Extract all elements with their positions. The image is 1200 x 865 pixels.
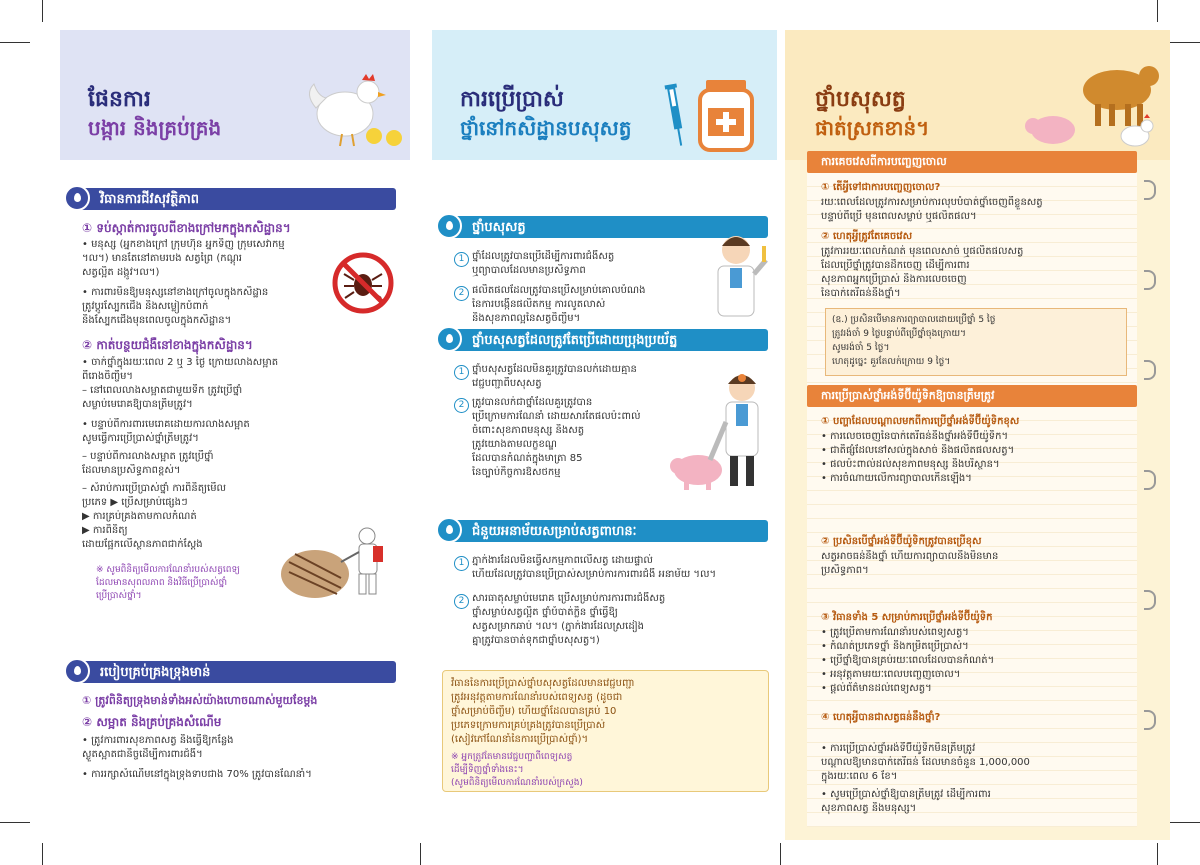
section-coop-management	[64, 658, 396, 684]
answer-text: ប្រសិទ្ធភាព។	[821, 565, 869, 576]
answer-text: • សូមប្រើប្រាស់ថ្នាំឱ្យបានត្រឹមត្រូវ ដើម្បីការពារ	[821, 789, 991, 800]
paragraph-text: ថ្នាំបសុសត្វដែលមិនគួរត្រូវបានលក់ដោយគ្មាន	[472, 364, 637, 375]
panel-withdrawal	[785, 30, 1170, 840]
section-biosecurity	[64, 185, 396, 211]
question-heading: ② ហេតុអ្វីត្រូវតែគេចវេស	[821, 231, 913, 242]
panel-subtitle: ថ្នាំនៅកសិដ្ឋានបសុសត្វ	[460, 116, 632, 140]
medicine-bottle-icon	[664, 76, 764, 156]
water-drop-icon	[436, 517, 462, 543]
subheading: ① ទប់ស្កាត់ការចូលពីខាងក្រៅមកក្នុងកសិដ្ឋាន។	[82, 221, 291, 235]
paragraph-text: គ្នាត្រូវបានចាត់ទុកជាថ្នាំបសុសត្វ។)	[472, 635, 600, 646]
section-title: ការគេចវេសពីការបញ្ចេញចោល	[821, 155, 947, 168]
note-paragraph: ថ្នាំសម្រាប់ចិញ្ចឹម) ហើយថ្នាំដែលបានគ្រប់ 10	[451, 706, 617, 717]
panel-title: ផែនការ	[88, 87, 151, 112]
section-title: ការប្រើប្រាស់ថ្នាំអង់ទីប៊ីយ៉ូទិកឱ្យបានត្រឹមត្រូវ	[821, 389, 995, 402]
question-heading: ④ ហេតុអ្វីបានជាសត្វធន់នឹងថ្នាំ?	[821, 712, 941, 723]
question-heading: ③ វិធានទាំង 5 សម្រាប់ការប្រើថ្នាំអង់ទីប៊ីយ៉ូទិក	[821, 612, 993, 623]
answer-text: សុខភាពអ្នកប្រើប្រាស់ និងការលេចចេញ	[821, 274, 967, 285]
section-title: របៀបគ្រប់គ្រងទ្រុងមាន់	[100, 665, 211, 680]
section-bar-antibiotics	[807, 385, 1137, 407]
bullet-text: សម្លាប់មេរោគឱ្យបានត្រឹមត្រូវ។	[82, 399, 193, 410]
example-text: ហេតុដូច្នេះ គួរតែលក់ក្រោយ 9 ថ្ងៃ។	[832, 357, 951, 367]
answer-text: • ផ្តល់ព័ត៌មានដល់ពេទ្យសត្វ។	[821, 683, 932, 694]
bullet-text: ស្ងួតស្អាតជានិច្ចដើម្បីការពារជំងឺ។	[82, 749, 203, 760]
panel-header	[785, 30, 1170, 160]
panel-header	[432, 30, 777, 160]
panel-title: ការប្រើប្រាស់	[460, 87, 564, 112]
bullet-text: ▶ ការគ្រប់គ្រងតាមកាលកំណត់	[82, 511, 197, 522]
binder-ring-icon	[1144, 180, 1156, 200]
note-text: (សូមពិនិត្យមើលការណែនាំរបស់ក្រសួង)	[451, 778, 583, 788]
paragraph-text: សារធាតុសម្លាប់មេរោគ ប្រើសម្រាប់ការការពារជំងឺសត្វ	[472, 593, 666, 604]
paragraph-text: និងសុខភាពល្អនៃសត្វចិញ្ចឹម។	[472, 313, 581, 324]
example-text: (ឧ.) ប្រសិនបើមានការព្យាបាលដោយប្រើថ្នាំ 5 ថ្ងៃ	[832, 315, 996, 325]
crop-mark	[780, 843, 781, 865]
section-title: ថ្នាំបសុសត្វ	[472, 220, 526, 235]
panel-drug-use: ការប្រើប្រាស់ ថ្នាំនៅកសិដ្ឋានបសុសត្វ ថ្នាំបសុសត្វ 1 ថ្នាំដែលត្រូវបានប្រើដើម្បីការពារជំងឺសត្វ ឬព្យាបាលដែលមានប្រសិទ្ធភាព 2 ផលិតផលដែលត្រូវបានប្រើសម្រាប់គោលបំណង នៃការបង្កើនផលិតកម្ម ការលូតលាស់ និងសុខភាពល្អនៃសត្វចិញ្ចឹម។ ថ្នាំបសុសត្វដែលត្រូវតែប្រើដោយប្រុងប្រយ័ត្ន 1 ថ្នាំបសុសត្វដែលមិនគួរត្រូវបានលក់ដោយគ្មាន វេជ្ជបញ្ជាពីបសុសត្វ 2 ត្រូវបានលក់ជាថ្នាំដែលគួរត្រូវបាន ប្រើក្រោមការណែនាំ ដោយសារតែផលប៉ះពាល់ ចំពោះសុខភាពមនុស្ស និងសត្វ ត្រូវយោងតាមលក្ខខណ្ឌ ដែលបានកំណត់ក្នុងមាត្រា 85 នៃច្បាប់កិច្ចការឱសថកម្ម ជំនួយអនាម័យសម្រាប់សត្វពាហនៈ 1 ភ្នាក់ងារដែលមិនធ្វើសកម្មភាពលើសត្វ ដោយផ្ទាល់ ហើយដែលត្រូវបានប្រើប្រាស់សម្រាប់ការការពារជំងឺ អនាម័យ ។ល។ 2 សារធាតុសម្លាប់មេរោគ ប្រើសម្រាប់ការការពារជំងឺសត្វ ថ្នាំសម្លាប់សត្វល្អិត ថ្នាំបំបាត់ក្លិន ថ្នាំធ្វើឱ្យ សត្វសម្រាកឆាប់ ។ល។ (ភ្នាក់ងារដែលស្រដៀង គ្នាត្រូវបានចាត់ទុកជាថ្នាំបសុសត្វ។) វិធាននៃការប្រើប្រាស់ថ្នាំបសុសត្វដែលមានវេជ្ជបញ្ជា ត្រូវអនុវត្តតាមការណែនាំរបស់ពេទ្យសត្វ (ដូចជា ថ្នាំសម្រាប់ចិញ្ចឹម) ហើយថ្នាំដែលបានគ្រប់ 10 ប្រភេទក្រោមការគ្រប់គ្រងត្រូវបានប្រើប្រាស់ (សៀវភៅណែនាំនៃការប្រើប្រាស់ថ្នាំ)។ ※ អ្នកត្រូវតែមានវេជ្ជបញ្ជាពីពេទ្យសត្វ ដើម្បីទិញថ្នាំទាំងនេះ។ (សូមពិនិត្យមើលការណែនាំរបស់ក្រសួង)	[432, 30, 777, 840]
bullet-text: – បន្ទាប់ពីការលាងសម្អាត ត្រូវប្រើថ្នាំ	[82, 451, 214, 462]
water-drop-icon	[436, 213, 462, 239]
section-bar-withdrawal	[807, 151, 1137, 173]
paragraph-text: ដែលបានកំណត់ក្នុងមាត្រា 85	[472, 453, 583, 464]
bullet-text: – សំរាប់ការប្រើប្រាស់ថ្នាំ ការពិនិត្យមើល	[82, 483, 227, 494]
question-heading: ① តើអ្វីទៅជាការបញ្ចេញចោល?	[821, 182, 941, 193]
bullet-text: • បន្ទាប់ពីការពារមេរោគដោយការលាងសម្អាត	[82, 419, 250, 430]
binder-ring-icon	[1144, 360, 1156, 380]
answer-text: • ជាតិផ្សំដែលនៅសល់ក្នុងសាច់ និងផលិតផលសត្វ។	[821, 445, 1015, 456]
answer-text: • ការប្រើប្រាស់ថ្នាំអង់ទីប៊ីយ៉ូទិកមិនត្រឹមត្រូវ	[821, 743, 976, 754]
bullet-text: សត្វល្អិត ដង្កូវ។ល។)	[82, 267, 160, 278]
paragraph-text: នៃការបង្កើនផលិតកម្ម ការលូតលាស់	[472, 299, 606, 310]
paragraph-text: ប្រើក្រោមការណែនាំ ដោយសារតែផលប៉ះពាល់	[472, 411, 641, 422]
note-text: ដើម្បីទិញថ្នាំទាំងនេះ។	[451, 765, 524, 775]
crop-mark	[1170, 42, 1200, 43]
answer-text: សុខភាពសត្វ និងមនុស្ស។	[821, 803, 917, 814]
crop-mark	[0, 42, 30, 43]
bullet-text: • ការពារមិនឱ្យមនុស្សនៅខាងក្រៅចូលក្នុងកសិដ្ឋាន	[82, 287, 269, 298]
answer-text: ដែលប្រើថ្នាំត្រូវបានដឹកចេញ ដើម្បីការពារ	[821, 260, 970, 271]
panel-subtitle: ផាត់ស្រកខាន់។	[815, 116, 930, 140]
subheading: ① ត្រូវពិនិត្យទ្រុងមាន់ទាំងអស់យ៉ាងហោចណាស់មួយខែម្តង	[82, 694, 318, 707]
crop-mark	[1170, 822, 1200, 823]
binder-ring-icon	[1144, 590, 1156, 610]
answer-text: • អនុវត្តតាមរយៈពេលបញ្ចេញចោល។	[821, 669, 961, 680]
paragraph-text: ថ្នាំសម្លាប់សត្វល្អិត ថ្នាំបំបាត់ក្លិន ថ្នាំធ្វើឱ្យ	[472, 607, 618, 618]
panel-title: ថ្នាំបសុសត្វ	[815, 87, 906, 112]
note-text: ※ អ្នកត្រូវតែមានវេជ្ជបញ្ជាពីពេទ្យសត្វ	[451, 752, 573, 762]
bullet-text: ដោយផ្អែកលើស្ថានភាពជាក់ស្តែង	[82, 539, 203, 550]
paragraph-text: វេជ្ជបញ្ជាពីបសុសត្វ	[472, 378, 542, 389]
answer-text: ក្នុងរយៈពេល 6 ខែ។	[821, 771, 898, 782]
section-hygiene-aids	[436, 517, 768, 543]
chicken-icon	[300, 64, 405, 154]
example-text: សូមរង់ចាំ 5 ថ្ងៃ។	[832, 343, 890, 353]
vet-with-pig-icon	[670, 370, 775, 495]
binder-ring-icon	[1144, 710, 1156, 730]
answer-text: • ប្រើថ្នាំឱ្យបានគ្រប់រយៈពេលដែលបានកំណត់។	[821, 655, 995, 666]
crop-mark	[42, 0, 43, 22]
bullet-text: ត្រូវប្តូរស្បែកជើង និងសម្លៀកបំពាក់	[82, 301, 209, 312]
bullet-text: ដែលមានប្រសិទ្ធភាពខ្ពស់។	[82, 465, 181, 476]
bullet-text: • មនុស្ស (អ្នកខាងក្រៅ ក្រុមហ៊ុន អ្នកទិញ ក្រុមសេវាកម្ម	[82, 239, 285, 250]
prescription-note-box	[442, 670, 769, 792]
question-heading: ② ប្រសិនបើថ្នាំអង់ទីប៊ីយ៉ូទិកត្រូវបានប្រើខុស	[821, 536, 982, 547]
binder-ring-icon	[1144, 470, 1156, 490]
paragraph-text: ត្រូវបានលក់ជាថ្នាំដែលគួរត្រូវបាន	[472, 397, 593, 408]
crop-mark	[1157, 0, 1158, 22]
section-title: ថ្នាំបសុសត្វដែលត្រូវតែប្រើដោយប្រុងប្រយ័ត្ន	[472, 333, 678, 348]
paragraph-text: សត្វសម្រាកឆាប់ ។ល។ (ភ្នាក់ងារដែលស្រដៀង	[472, 621, 645, 632]
bullet-text: ប្រភេទ ▶ ប្រើសម្រាប់ផ្សេងៗ	[82, 497, 188, 508]
note-text: ※ សូមពិនិត្យមើលការណែនាំរបស់សត្វពេទ្យ	[96, 565, 240, 575]
paragraph-text: ថ្នាំដែលត្រូវបានប្រើដើម្បីការពារជំងឺសត្វ	[472, 251, 615, 262]
section-restricted-drugs	[436, 326, 768, 352]
answer-text: • ត្រូវប្រើតាមការណែនាំរបស់ពេទ្យសត្វ។	[821, 627, 969, 638]
farm-animals-icon	[1025, 50, 1165, 155]
paragraph-text: ត្រូវយោងតាមលក្ខខណ្ឌ	[472, 439, 558, 450]
bullet-text: ។ល។) មានតែនៅតាមរបង សត្វព្រៃ (កណ្ដុរ	[82, 253, 242, 264]
note-text: ប្រើប្រាស់ថ្នាំ។	[96, 591, 142, 601]
section-title: វិធានការជីវសុវត្ថិភាព	[100, 192, 200, 207]
paragraph-text: ចំពោះសុខភាពមនុស្ស និងសត្វ	[472, 425, 585, 436]
answer-text: • កំណត់ប្រភេទថ្នាំ និងកម្រិតប្រើប្រាស់។	[821, 641, 969, 652]
water-drop-icon	[64, 185, 90, 211]
example-text: ត្រូវរង់ចាំ 9 ថ្ងៃបន្ទាប់ពីប្រើថ្នាំចុងក្រោយ។	[832, 329, 966, 339]
answer-text: សត្វអាចធន់នឹងថ្នាំ ហើយការព្យាបាលនឹងមិនមាន	[821, 551, 999, 562]
paragraph-text: នៃច្បាប់កិច្ចការឱសថកម្ម	[472, 467, 561, 478]
doctor-icon	[702, 230, 772, 325]
no-tick-icon	[332, 252, 394, 314]
bullet-text: ពីរោងចិញ្ចឹម។	[82, 371, 134, 382]
crop-mark	[42, 843, 43, 865]
water-drop-icon	[64, 658, 90, 684]
paragraph-text: ឬព្យាបាលដែលមានប្រសិទ្ធភាព	[472, 265, 586, 276]
answer-text: ត្រូវការរយៈពេលកំណត់ មុនពេលសាច់ ឬផលិតផលសត្វ	[821, 246, 1024, 257]
bullet-text: • ត្រូវការពារសុខភាពសត្វ និងធ្វើឱ្យកន្លែង	[82, 735, 234, 746]
answer-text: បណ្តាលឱ្យមានបាក់តេរីធន់ ដែលមានចំនួន 1,000,000	[821, 757, 1030, 768]
subheading: ② កាត់បន្ថយជំងឺនៅខាងក្នុងកសិដ្ឋាន។	[82, 338, 253, 352]
water-drop-icon	[436, 326, 462, 352]
bullet-text: និងស្បែកជើងមុនពេលចូលក្នុងកសិដ្ឋាន។	[82, 315, 232, 326]
question-heading: ① បញ្ហាដែលបណ្តាលមកពីការប្រើថ្នាំអង់ទីប៊ីយ៉ូទិកខុស	[821, 416, 1020, 427]
panel-header	[60, 30, 410, 160]
note-text: ដែលមានសុពលភាព និងវិធីប្រើប្រាស់ថ្នាំ	[96, 578, 228, 588]
answer-text: • ការចំណាយលើការព្យាបាលកើនឡើង។	[821, 473, 972, 484]
answer-text: បន្ទាប់ពីប្រើ មុនពេលសម្លាប់ ឬផលិតផល។	[821, 211, 977, 222]
paragraph-text: ភ្នាក់ងារដែលមិនធ្វើសកម្មភាពលើសត្វ ដោយផ្ទាល់	[472, 555, 653, 566]
crop-mark	[1157, 843, 1158, 865]
binder-ring-icon	[1144, 270, 1156, 290]
subheading: ② សម្អាត និងគ្រប់គ្រងសំណើម	[82, 715, 222, 729]
section-title: ជំនួយអនាម័យសម្រាប់សត្វពាហនៈ	[472, 524, 637, 539]
panel-subtitle: បង្ការ និងគ្រប់គ្រង	[88, 116, 222, 140]
note-paragraph: វិធាននៃការប្រើប្រាស់ថ្នាំបសុសត្វដែលមានវេជ្ជបញ្ជា	[451, 678, 635, 689]
note-paragraph: ត្រូវអនុវត្តតាមការណែនាំរបស់ពេទ្យសត្វ (ដូចជា	[451, 692, 623, 703]
paragraph-text: ហើយដែលត្រូវបានប្រើប្រាស់សម្រាប់ការការពារជំងឺ អនាម័យ ។ល។	[472, 569, 717, 580]
crop-mark	[420, 843, 421, 865]
disinfection-worker-icon	[275, 522, 395, 600]
answer-text: • ការលេចចេញនៃបាក់តេរីធន់នឹងថ្នាំអង់ទីប៊ីយ៉ូទិក។	[821, 431, 1009, 442]
example-box	[825, 308, 1127, 376]
bullet-text: សូមធ្វើការប្រើប្រាស់ថ្នាំត្រឹមត្រូវ។	[82, 433, 199, 444]
answer-text: • ផលប៉ះពាល់ដល់សុខភាពមនុស្ស និងបរិស្ថាន។	[821, 459, 1000, 470]
bullet-text: – នៅពេលលាងសម្អាតជាមួយទឹក ត្រូវប្រើថ្នាំ	[82, 385, 243, 396]
bullet-text: • ចាក់ថ្នាំក្នុងរយៈពេល 2 ឬ 3 ថ្ងៃ ក្រោយលាងសម្អាត	[82, 357, 279, 368]
crop-mark	[0, 822, 30, 823]
bullet-text: • ការរក្សាសំណើមនៅក្នុងទ្រុងទាបជាង 70% ត្រូវបានណែនាំ។	[82, 769, 312, 780]
note-paragraph: (សៀវភៅណែនាំនៃការប្រើប្រាស់ថ្នាំ)។	[451, 734, 589, 745]
paragraph-text: ផលិតផលដែលត្រូវបានប្រើសម្រាប់គោលបំណង	[472, 285, 646, 296]
panel-prevention	[60, 30, 410, 840]
bullet-text: ▶ ការពិនិត្យ	[82, 525, 128, 536]
answer-text: នៃបាក់តេរីធន់នឹងថ្នាំ។	[821, 288, 901, 299]
note-paragraph: ប្រភេទក្រោមការគ្រប់គ្រងត្រូវបានប្រើប្រាស់	[451, 720, 606, 731]
answer-text: រយៈពេលដែលត្រូវការសម្រាប់ការលុបបំបាត់ថ្នាំចេញពីខ្លួនសត្វ	[821, 197, 1043, 208]
